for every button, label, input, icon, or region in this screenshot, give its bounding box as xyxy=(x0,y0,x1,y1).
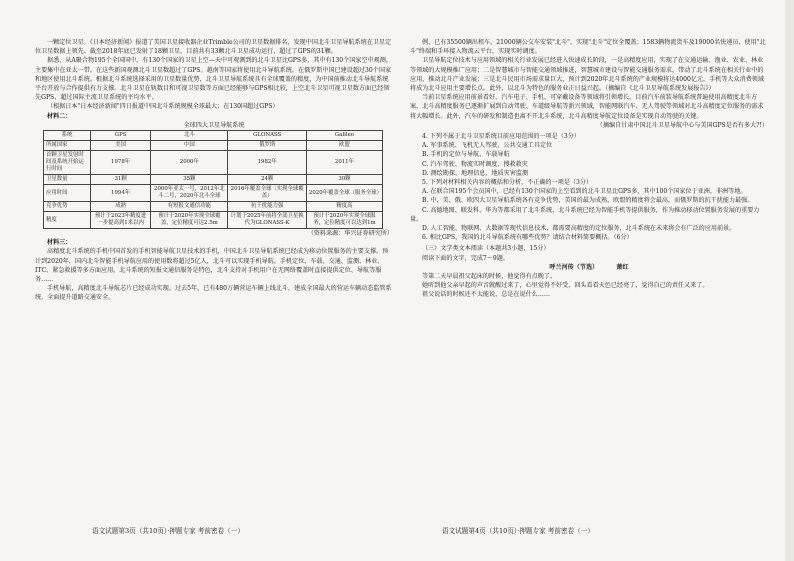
option-4a: A. 军事系统、飞机无人驾驶、公共交通工具定位 xyxy=(422,142,553,150)
table-header-cell: 北斗 xyxy=(151,131,228,141)
table-caption: 全球四大卫星导航系统 xyxy=(183,121,245,129)
option-5c: C. 高德地图、联发科、华为等都采用了北斗系统，北斗系统已经为智能手机等提供服务，作为推动移动位置服务发展的重要力量。 xyxy=(410,206,760,223)
table-cell: 中国 xyxy=(151,141,228,151)
table-cell: 24颗 xyxy=(228,175,306,185)
table-cell: 2011年 xyxy=(306,151,382,175)
left-intro-source: （根据日本"日本经济新闻"四日报道中国北斗系统规模全球最大；在130国超过GPS） xyxy=(47,103,279,111)
material3-p1: 高精度北斗系统的手机中国首发的手机智能导航卫星技术的手机，中国北斗卫星导航系统已经成为移动位置服务的主要支撑。预计到2020年，国内北斗智能手机导航应用的使用数将超过5亿人，北斗可以实现手机导航、手机定位、车载、交通、监测、林业、ITC、紧急救援等多方面应用。北斗系统的短报文通信服务是特色，北斗支持对手机用户在无网络覆盖时直接提供定位、导航等服务…… xyxy=(35,248,389,284)
right-page xyxy=(410,38,768,300)
story-author: 萧红 xyxy=(616,263,629,271)
table-cell: 计划于2025年前将全部卫星换代为GLONASS-K xyxy=(228,212,306,229)
left-page xyxy=(35,38,393,303)
row-label: 所属国家 xyxy=(44,141,91,151)
table-header-cell: GPS xyxy=(91,131,151,141)
table-cell: 成熟 xyxy=(91,202,151,212)
story-p1: 等第二天早晨祖父起床的时候，他觉得有点晚了。 xyxy=(422,273,557,281)
table-cell: 有短报文通信功能 xyxy=(151,202,228,212)
row-label: 首颗卫星发射时间及系统开始运行时间 xyxy=(44,151,91,175)
binding-edge xyxy=(785,0,794,561)
table-header-cell: GLONASS xyxy=(228,131,306,141)
table-cell: 2016年覆盖全球（实现全球覆盖） xyxy=(228,185,306,202)
table-cell: 1978年 xyxy=(91,151,151,175)
table-cell: 精度高 xyxy=(306,202,382,212)
section-3-heading: （三）文学类文本阅读（本题共3小题，15分） xyxy=(422,245,550,253)
table-cell: 2000年亚太一号，2012年北斗二号，2020年北斗全球 xyxy=(151,185,228,202)
option-4b: B. 手机的定位与导航、车载导航 xyxy=(422,151,510,159)
table-cell: 30颗 xyxy=(306,175,382,185)
story-p3: 祖父说话的时候还不太能说，总是在说什么…… xyxy=(422,291,550,299)
material2-title: 材料二： xyxy=(47,112,72,120)
table-cell: 2020年覆盖全球（服务全球） xyxy=(306,185,382,202)
question-4: 4. 下列不属于北斗卫星系统目前应用范围的一项是（3分） xyxy=(422,133,580,141)
page-footer-left: 语文试题第3页（共10页）·押题专家 考前密卷（一） xyxy=(92,527,244,535)
table-row xyxy=(44,212,383,229)
story-title-line xyxy=(410,263,768,272)
navigation-systems-table xyxy=(43,130,383,229)
option-5a: A. 在联合国195个会员国中，已经有130个国家的上空看到的北斗卫星比GPS多，其中100个国家位于亚洲、非洲等地。 xyxy=(422,188,747,196)
table-cell: 1994年 xyxy=(91,185,151,202)
right-intro-p3: 当前卫星系统应用前景看好，汽车电子、手机、可穿戴设备等领域将引领增长。目前汽车前装导航系统普遍使用高精度北斗方案，北斗高精度服务已逐渐扩展到自动驾驶、车道级导航等新兴领域，智能网联汽车、无人驾驶等领域对北斗高精度定位服务的需求将大幅增长。此外，汽车的研发和制造也离不开北斗系统，北斗高精度导航定位设备是实现自动驾驶的关键。 xyxy=(410,94,764,120)
story-p2: 她听到他父亲早起的声音就醒过来了，心里觉得不好受，回头看看天色已经亮了，觉得自己的责任又来了。 xyxy=(422,282,709,290)
table-header-cell: Galileo xyxy=(306,131,382,141)
table-row xyxy=(44,202,383,212)
left-intro-p2: 据悉，从A聚合物195个全国国中，有130个国家的卫星上空—天中可观测到的北斗卫星比GPS多，其中有130个国家空中观测，主要集中在亚太一带。在这些新国观测北斗卫星数超过了GPS。越南等国家将使用北斗导航系统。在俄罗斯中国已建设超过30个国家和地区使用北斗系统。根据北斗系统选择采用的卫星数量优势，北斗卫星导航系统具有全球覆盖的精度，为中国前推动北斗导航系统平台开放与合作提供有力支撑。北斗卫星在轨数目和可视卫星数等方面已经能够与GPS相比较，上空北斗卫星可视卫星数方面已经领先GPS，超过国际主流卫星系统的平均水平。 xyxy=(35,57,392,102)
story-title: 呼兰河传（节选） xyxy=(549,263,599,271)
table-header-row xyxy=(44,131,383,141)
option-5b: B. 中、美、俄、欧四大卫星导航系统各有竞争优势，美国的最为成熟，欧盟的精度将会最高，而俄罗斯的抗干扰能力最强。 xyxy=(422,197,754,205)
page-footer-right: 语文试题第4页（共10页）·押题专家 考前密卷（一） xyxy=(442,527,594,535)
table-row xyxy=(44,175,383,185)
question-5: 5. 下列对材料相关内容的概括和分析，不正确的一项是（3分） xyxy=(422,179,593,187)
material3-p2: 手机导航，高精度北斗导航芯片已经成功实现。过去5年，已有480万辆营运车辆上线北斗，建成全国最大的营运车辆动态监管系统，全面提升道路交通安全。 xyxy=(35,285,392,302)
table-cell: 31颗 xyxy=(91,175,151,185)
row-label: 卫星数量 xyxy=(44,175,91,185)
table-cell: 35颗 xyxy=(151,175,228,185)
table-row xyxy=(44,141,383,151)
option-5d: D. 人工智能、物联网、大数据等现代信息技术，都需要高精度的定位服务，北斗系统在未来将会有广泛的应用前景。 xyxy=(422,225,736,233)
table-row xyxy=(44,185,383,202)
table-cell: 美国 xyxy=(91,141,151,151)
right-intro-source: （摘编自甘肃中国北斗卫星导航中心与美国GPS是否有多大?!） xyxy=(596,121,768,129)
left-intro-p1: 一颗定位卫星。《日本经济新闻》报道了美国卫星接收器企业Trimble公司的卫星数据排名，发现中国北斗卫星导航系统在卫星定位卫星数据上领先。截至2018年底已发射了18颗卫星，目前共有33颗北斗卫星成功运行，超过了GPS的31颗。 xyxy=(35,39,392,56)
table-cell: 2000年 xyxy=(151,151,228,175)
table-source: （资料来源：华兴证券研究所） xyxy=(307,230,393,238)
table-row xyxy=(44,151,383,175)
table-cell: 俄罗斯 xyxy=(228,141,306,151)
section-3-instruction: 阅读下面的文字，完成7～9题。 xyxy=(422,254,509,262)
right-intro-p1: 例，已有35500辆出租车，21000辆公交车安装"北斗"，实现"北斗"定位全覆盖；1583辆物流货车及19000名快递员，使用"北斗"终端和手环接入物流云平台，实现实时调度。 xyxy=(410,39,766,56)
table-cell: 抗干扰能力强 xyxy=(228,202,306,212)
table-header-cell: 系统 xyxy=(44,131,91,141)
table-cell: 欧盟 xyxy=(306,141,382,151)
table-cell: 预计于2020年实现全球服务，定位精度可以达到1m xyxy=(306,212,382,229)
material3-title: 材料三： xyxy=(47,239,72,247)
row-label: 精度 xyxy=(44,212,91,229)
row-label: 应用时间 xyxy=(44,185,91,202)
question-6: 6. 相比GPS，我国的北斗导航系统有哪些优势？请结合材料简要概括。（6分） xyxy=(422,234,633,242)
table-cell: 预计于2020年实现全球覆盖，定位精度可达2.5m xyxy=(151,212,228,229)
option-4c: C. 汽车驾驶、物流实时调度、搜救救灾 xyxy=(422,160,528,168)
right-intro-p2: 卫星导航定位技术与应用领域的相关行业发展已经进入快速成长阶段，一是高精度应用，实现了在交通运输、渔业、农业、林业等领域的大规模推广应用；二是智慧城市与智能交通领域推进，智慧城市建设与智能交通服务需求，带动了北斗系统在相关行业中的应用，推动北斗产业发展；三是北斗民用市场需求量巨大，预计到2020年北斗系统的产业规模将达4000亿元，手机等大众消费领域将成为北斗应用主要增长点。此外，以北斗为特色的服务业正日益兴起。（摘编自《北斗卫星导航系统发展报告》） xyxy=(410,57,764,93)
table-cell: 预计于2023年精度进一步提高到1米以内 xyxy=(91,212,151,229)
row-label: 竞争优势 xyxy=(44,202,91,212)
table-cell: 1982年 xyxy=(228,151,306,175)
option-4d: D. 测绘勘探、地理信息、地质灾害监测 xyxy=(422,169,529,177)
